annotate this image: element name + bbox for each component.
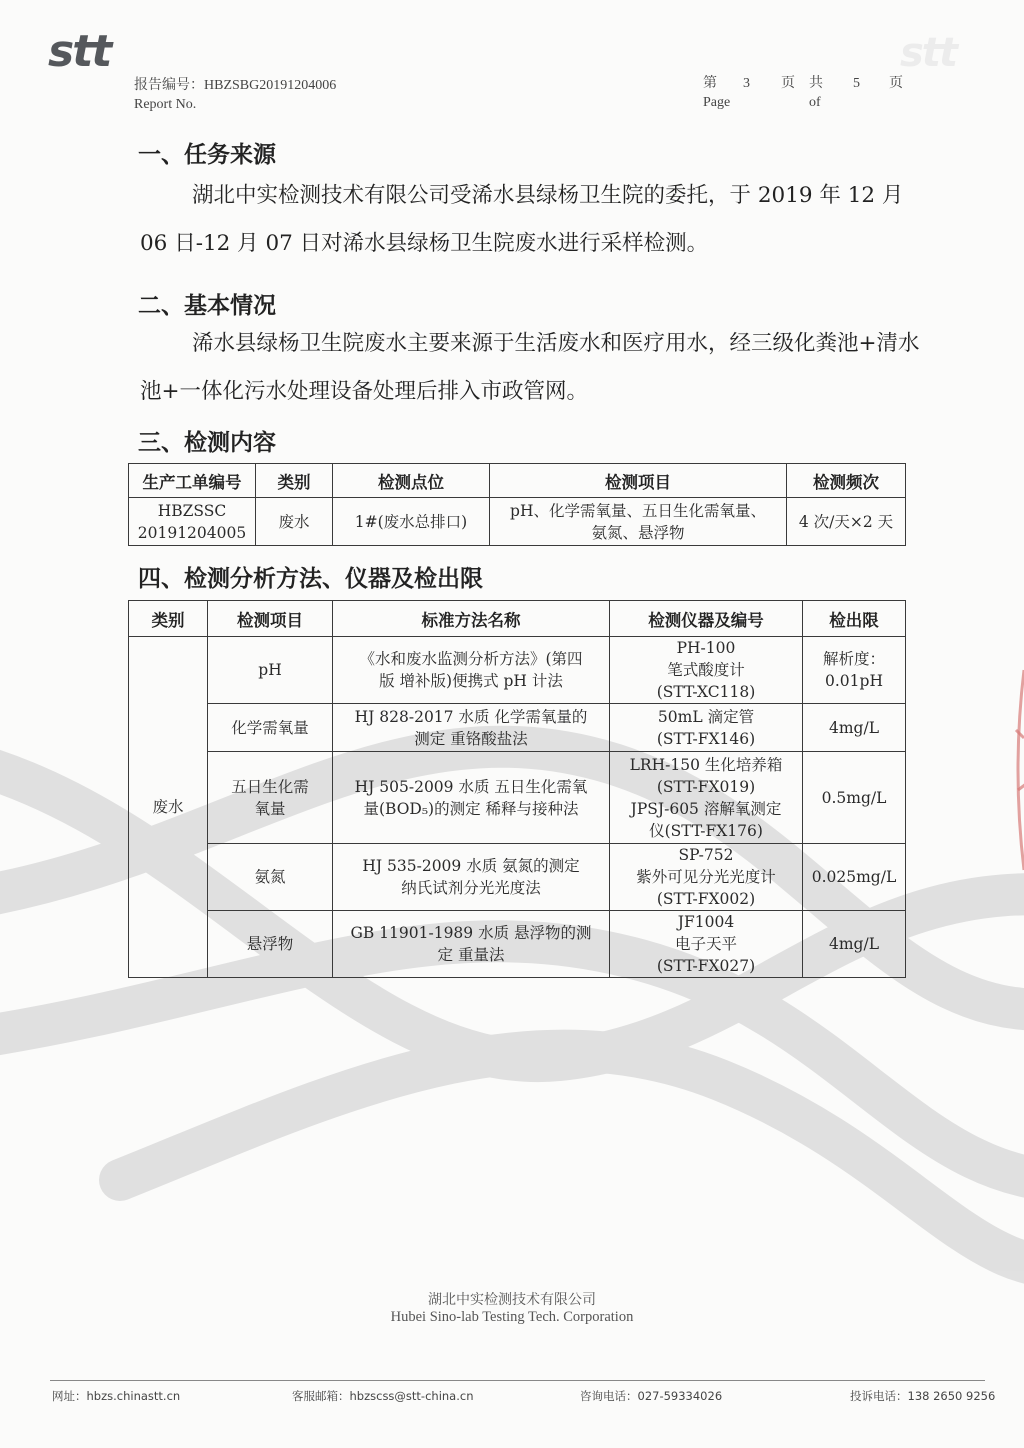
section-text-task-source: 湖北中实检测技术有限公司受浠水县绿杨卫生院的委托，于 2019 年 12 月 06 日-12 月 07 日对浠水县绿杨卫生院废水进行采样检测。 bbox=[140, 183, 904, 256]
table-cell: PH-100 笔式酸度计 (STT-XC118) bbox=[610, 637, 803, 704]
table-header: 检测仪器及编号 bbox=[610, 601, 803, 637]
section-title-task-source: 一、任务来源 bbox=[138, 142, 276, 168]
table-cell: 4mg/L bbox=[803, 704, 906, 752]
section-title-methods: 四、检测分析方法、仪器及检出限 bbox=[138, 566, 483, 592]
table-cell: SP-752 紫外可见分光光度计 (STT-FX002) bbox=[610, 844, 803, 911]
footer-website: 网址：hbzs.chinastt.cn bbox=[52, 1389, 181, 1403]
page-label-ye: 页 bbox=[781, 76, 795, 91]
table-cell: JF1004 电子天平 (STT-FX027) bbox=[610, 911, 803, 978]
methods-table bbox=[128, 600, 906, 978]
table-cell: HJ 535-2009 水质 氨氮的测定 纳氏试剂分光光度法 bbox=[333, 844, 610, 911]
table-header: 类别 bbox=[256, 464, 333, 498]
watermark-logo: stt bbox=[900, 30, 957, 76]
table-cell: HJ 505-2009 水质 五日生化需氧 量(BOD₅)的测定 稀释与接种法 bbox=[333, 752, 610, 844]
footer-email: 客服邮箱：hbzscss@stt-china.cn bbox=[292, 1389, 474, 1403]
table-header: 标准方法名称 bbox=[333, 601, 610, 637]
table-header: 生产工单编号 bbox=[129, 464, 256, 498]
table-header: 检测频次 bbox=[787, 464, 906, 498]
footer-complaint-phone: 投诉电话：138 2650 9256 bbox=[850, 1389, 996, 1403]
table-header: 检测项目 bbox=[208, 601, 333, 637]
table-cell: 50mL 滴定管 (STT-FX146) bbox=[610, 704, 803, 752]
section-title-basic-info: 二、基本情况 bbox=[138, 293, 276, 319]
table-cell: 《水和废水监测分析方法》(第四 版 增补版)便携式 pH 计法 bbox=[333, 637, 610, 704]
table-cell: pH bbox=[208, 637, 333, 704]
table-row bbox=[129, 844, 906, 911]
report-no-value: HBZSBG20191204006 bbox=[204, 78, 337, 93]
table-cell: 氨氮 bbox=[208, 844, 333, 911]
page-label-di: 第 bbox=[703, 76, 717, 91]
table-cell: 1#(废水总排口) bbox=[333, 498, 490, 546]
footer-divider bbox=[50, 1380, 985, 1381]
table-cell: 0.5mg/L bbox=[803, 752, 906, 844]
seal-stamp-edge bbox=[1010, 660, 1024, 880]
section-text-basic-info: 浠水县绿杨卫生院废水主要来源于生活废水和医疗用水，经三级化粪池+清水池+一体化污水处理设备处理后排入市政管网。 bbox=[140, 331, 920, 404]
test-content-table bbox=[128, 463, 906, 546]
page-current: 3 bbox=[743, 76, 750, 91]
table-cell: 悬浮物 bbox=[208, 911, 333, 978]
footer-company-cn: 湖北中实检测技术有限公司 bbox=[428, 1293, 596, 1308]
page-indicator bbox=[703, 74, 913, 112]
table-row bbox=[129, 637, 906, 704]
table-cell: LRH-150 生化培养箱 (STT-FX019) JPSJ-605 溶解氧测定 仪(STT-FX176) bbox=[610, 752, 803, 844]
section-title-test-content: 三、检测内容 bbox=[138, 430, 276, 456]
table-header: 检出限 bbox=[803, 601, 906, 637]
table-cell: 4mg/L bbox=[803, 911, 906, 978]
table-header: 类别 bbox=[129, 601, 208, 637]
table-cell: 解析度： 0.01pH bbox=[803, 637, 906, 704]
page-label-en: Page bbox=[703, 95, 731, 110]
table-cell: 4 次/天×2 天 bbox=[787, 498, 906, 546]
table-cell-category: 废水 bbox=[129, 637, 208, 978]
report-no-label: 报告编号： bbox=[134, 78, 204, 93]
footer-company-en: Hubei Sino-lab Testing Tech. Corporation bbox=[390, 1309, 634, 1325]
page-label-gong: 共 bbox=[809, 76, 823, 91]
table-cell: GB 11901-1989 水质 悬浮物的测 定 重量法 bbox=[333, 911, 610, 978]
table-cell: 化学需氧量 bbox=[208, 704, 333, 752]
page-total: 5 bbox=[853, 76, 860, 91]
report-no-label-en: Report No. bbox=[134, 97, 197, 112]
table-cell: HJ 828-2017 水质 化学需氧量的 测定 重铬酸盐法 bbox=[333, 704, 610, 752]
table-header: 检测项目 bbox=[490, 464, 787, 498]
table-row bbox=[129, 704, 906, 752]
table-row bbox=[129, 911, 906, 978]
table-cell: 废水 bbox=[256, 498, 333, 546]
table-cell: pH、化学需氧量、五日生化需氧量、 氨氮、悬浮物 bbox=[490, 498, 787, 546]
table-row bbox=[129, 752, 906, 844]
page-label-ye2: 页 bbox=[889, 76, 903, 91]
footer-consult-phone: 咨询电话：027-59334026 bbox=[580, 1389, 723, 1403]
company-logo: stt bbox=[48, 26, 111, 77]
table-header: 检测点位 bbox=[333, 464, 490, 498]
table-cell: 五日生化需 氧量 bbox=[208, 752, 333, 844]
table-cell: 0.025mg/L bbox=[803, 844, 906, 911]
of-label-en: of bbox=[809, 95, 821, 110]
report-number bbox=[134, 76, 336, 114]
table-cell: HBZSSC 20191204005 bbox=[129, 498, 256, 546]
